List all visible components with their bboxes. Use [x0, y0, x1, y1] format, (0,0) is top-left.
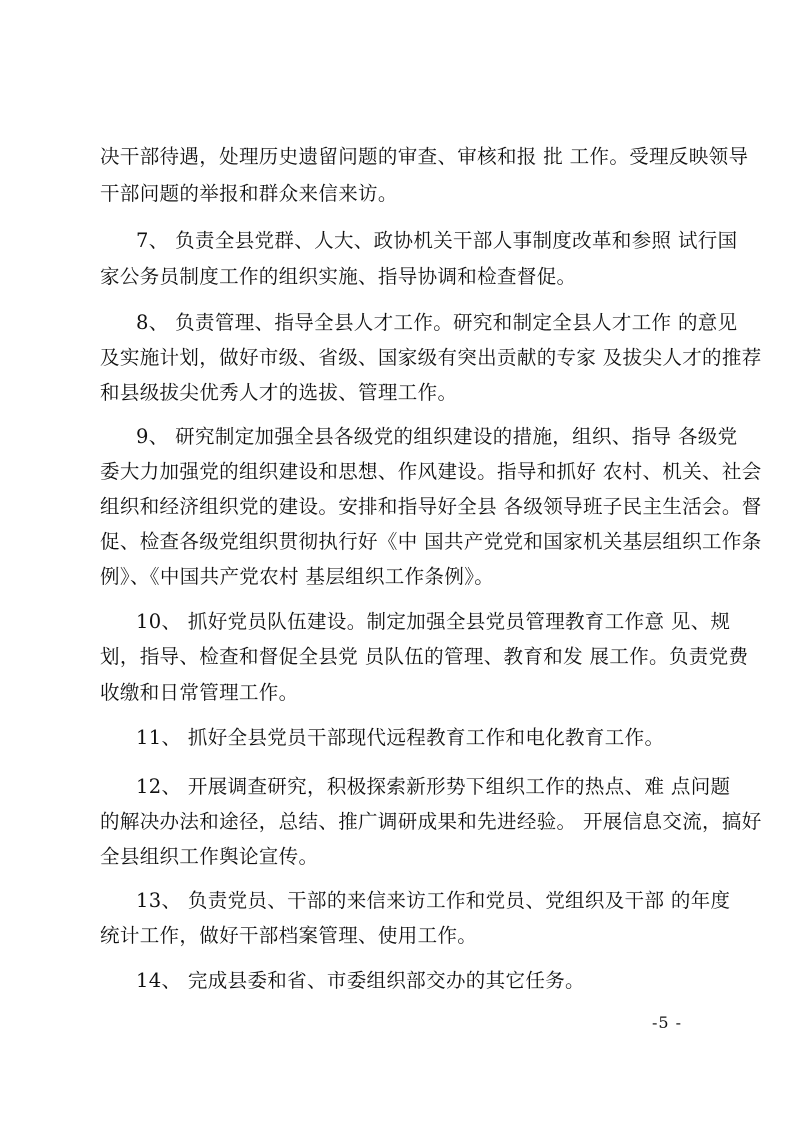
item-13-line-1: 13、 负责党员、干部的来信来访工作和党员、党组织及干部 的年度	[136, 889, 731, 912]
item-9-line-2: 委大力加强党的组织建设和思想、作风建设。指导和抓好 农村、机关、社会	[100, 460, 762, 483]
item-7-line-2: 家公务员制度工作的组织实施、指导协调和检查督促。	[100, 265, 577, 288]
item-14-line-1: 14、 完成县委和省、市委组织部交办的其它任务。	[136, 969, 585, 992]
item-11-line-1: 11、 抓好全县党员干部现代远程教育工作和电化教育工作。	[136, 726, 665, 749]
item-10-line-1: 10、 抓好党员队伍建设。制定加强全县党员管理教育工作意 见、规	[136, 610, 731, 633]
paragraph-continued-line-2: 干部问题的举报和群众来信来访。	[100, 182, 398, 205]
item-8-line-1: 8、 负责管理、指导全县人才工作。研究和制定全县人才工作 的意见	[136, 311, 738, 334]
paragraph-continued-line-1: 决干部待遇，处理历史遗留问题的审查、审核和报 批 工作。受理反映领导	[100, 145, 749, 168]
item-10-line-3: 收缴和日常管理工作。	[100, 681, 299, 704]
page-number: -5 -	[652, 1013, 683, 1032]
item-8-line-2: 及实施计划，做好市级、省级、国家级有突出贡献的专家 及拔尖人才的推荐	[100, 346, 762, 369]
item-7-line-1: 7、 负责全县党群、人大、政协机关干部人事制度改革和参照 试行国	[136, 229, 738, 252]
item-8-line-3: 和县级拔尖优秀人才的选拔、管理工作。	[100, 381, 458, 404]
item-9-line-1: 9、 研究制定加强全县各级党的组织建设的措施，组织、指导 各级党	[136, 425, 738, 448]
item-12-line-3: 全县组织工作舆论宣传。	[100, 845, 319, 868]
item-9-line-4: 促、检查各级党组织贯彻执行好《中 国共产党党和国家机关基层组织工作条	[100, 530, 762, 553]
item-12-line-1: 12、 开展调查研究，积极探索新形势下组织工作的热点、难 点问题	[136, 775, 731, 798]
item-10-line-2: 划，指导、检查和督促全县党 员队伍的管理、教育和发 展工作。负责党费	[100, 645, 749, 668]
item-9-line-5: 例》、《中国共产党农村 基层组织工作条例》。	[100, 565, 495, 588]
item-9-line-3: 组织和经济组织党的建设。安排和指导好全县 各级领导班子民主生活会。督	[100, 495, 762, 518]
item-12-line-2: 的解决办法和途径，总结、推广调研成果和先进经验。 开展信息交流，搞好	[100, 810, 762, 833]
item-13-line-2: 统计工作，做好干部档案管理、使用工作。	[100, 924, 478, 947]
